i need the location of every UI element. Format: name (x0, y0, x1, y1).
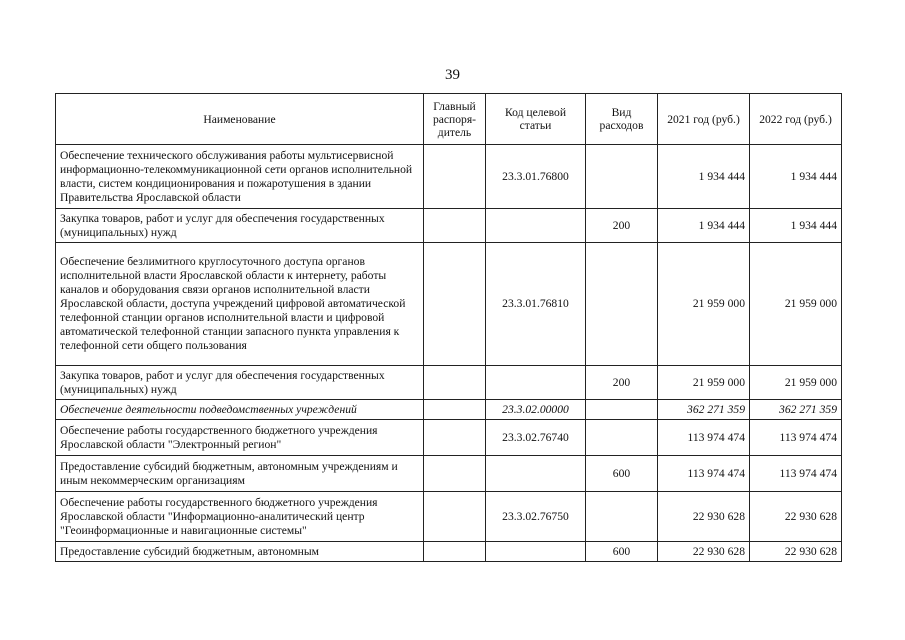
cell-2022: 113 974 474 (750, 420, 842, 456)
cell-2021: 1 934 444 (658, 209, 750, 243)
header-2021: 2021 год (руб.) (658, 94, 750, 145)
cell-code: 23.3.01.76810 (486, 243, 586, 366)
cell-2021: 113 974 474 (658, 420, 750, 456)
budget-table (55, 93, 842, 562)
table-header-row (56, 94, 842, 145)
header-type: Вид расходов (586, 94, 658, 145)
cell-2022: 113 974 474 (750, 456, 842, 492)
header-admin: Главный распоря- дитель (424, 94, 486, 145)
cell-name: Закупка товаров, работ и услуг для обеспечения государственных (муниципальных) нужд (56, 366, 424, 400)
cell-2022: 22 930 628 (750, 492, 842, 542)
cell-admin (424, 366, 486, 400)
cell-code: 23.3.02.76740 (486, 420, 586, 456)
cell-name: Обеспечение работы государственного бюджетного учреждения Ярославской области "Информационно-аналитический центр "Геоинформационные и навигационные системы" (56, 492, 424, 542)
page-number: 39 (445, 67, 460, 83)
cell-type: 200 (586, 209, 658, 243)
cell-type (586, 243, 658, 366)
cell-name: Предоставление субсидий бюджетным, автономным учреждениям и иным некоммерческим организациям (56, 456, 424, 492)
cell-2021: 362 271 359 (658, 400, 750, 420)
cell-code (486, 366, 586, 400)
cell-2022: 1 934 444 (750, 209, 842, 243)
cell-code (486, 542, 586, 562)
table-row (56, 492, 842, 542)
table-row (56, 209, 842, 243)
cell-name: Обеспечение деятельности подведомственных учреждений (56, 400, 424, 420)
cell-2022: 1 934 444 (750, 145, 842, 209)
cell-code (486, 456, 586, 492)
header-2022: 2022 год (руб.) (750, 94, 842, 145)
cell-name: Обеспечение работы государственного бюджетного учреждения Ярославской области "Электронный регион" (56, 420, 424, 456)
cell-2021: 22 930 628 (658, 492, 750, 542)
cell-name: Обеспечение технического обслуживания работы мультисервисной информационно-телекоммуникационной сети органов исполнительной власти, систем кондиционирования и пожаротушения в здании Правительства Ярославской области (56, 145, 424, 209)
header-name: Наименование (56, 94, 424, 145)
table-row (56, 145, 842, 209)
cell-2022: 22 930 628 (750, 542, 842, 562)
cell-code (486, 209, 586, 243)
cell-name: Предоставление субсидий бюджетным, автономным (56, 542, 424, 562)
cell-2021: 22 930 628 (658, 542, 750, 562)
cell-type: 600 (586, 456, 658, 492)
cell-2022: 21 959 000 (750, 366, 842, 400)
table-row (56, 400, 842, 420)
cell-2022: 21 959 000 (750, 243, 842, 366)
cell-name: Закупка товаров, работ и услуг для обеспечения государственных (муниципальных) нужд (56, 209, 424, 243)
cell-admin (424, 542, 486, 562)
cell-code: 23.3.02.00000 (486, 400, 586, 420)
cell-2021: 21 959 000 (658, 366, 750, 400)
cell-2021: 1 934 444 (658, 145, 750, 209)
cell-code: 23.3.02.76750 (486, 492, 586, 542)
cell-type: 600 (586, 542, 658, 562)
cell-admin (424, 492, 486, 542)
cell-type (586, 420, 658, 456)
cell-type (586, 145, 658, 209)
cell-2021: 21 959 000 (658, 243, 750, 366)
cell-admin (424, 209, 486, 243)
cell-admin (424, 420, 486, 456)
table-row (56, 456, 842, 492)
cell-name: Обеспечение безлимитного круглосуточного доступа органов исполнительной власти Ярославской области к интернету, работы каналов и оборудования связи органов исполнительной власти Ярославской области, доступа учреждений цифровой автоматической телефонной станции органов исполнительной власти и цифровой автоматической телефонной станции запасного пункта управления к телефонной сети общего пользования (56, 243, 424, 366)
cell-admin (424, 145, 486, 209)
cell-code: 23.3.01.76800 (486, 145, 586, 209)
cell-admin (424, 243, 486, 366)
cell-type (586, 400, 658, 420)
cell-admin (424, 400, 486, 420)
table-row (56, 243, 842, 366)
cell-2021: 113 974 474 (658, 456, 750, 492)
table-row (56, 420, 842, 456)
table-row (56, 542, 842, 562)
cell-admin (424, 456, 486, 492)
cell-type (586, 492, 658, 542)
cell-2022: 362 271 359 (750, 400, 842, 420)
table-row (56, 366, 842, 400)
header-code: Код целевой статьи (486, 94, 586, 145)
cell-type: 200 (586, 366, 658, 400)
